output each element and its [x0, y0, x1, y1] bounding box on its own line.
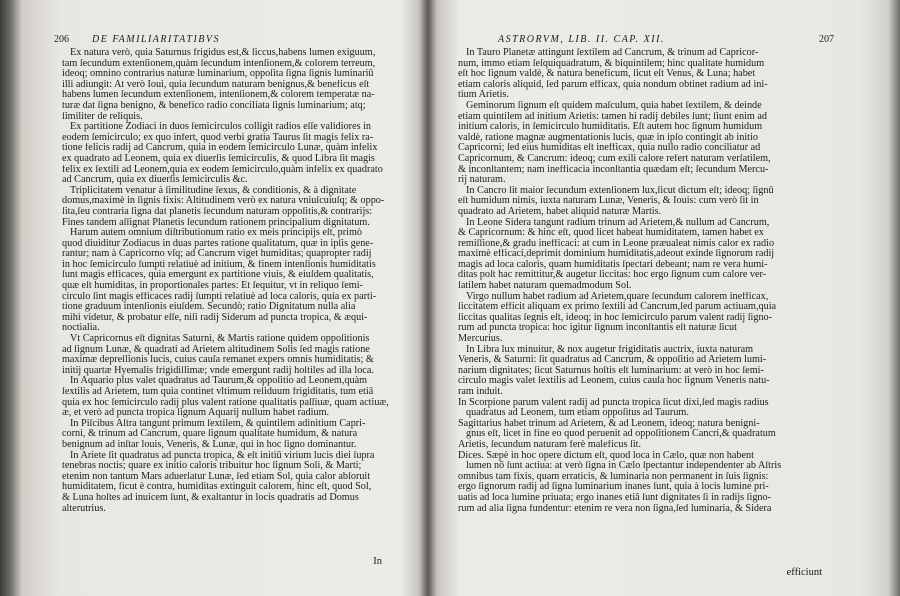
text-line: Harum autem omnium diſtributionum ratio ex meis principijs eſt, primò	[70, 228, 362, 239]
right-running-head: ASTRORVM, LIB. II. CAP. XII.	[498, 34, 665, 45]
text-line: rantur; nam à Capricorno vſq; ad Cancrum viget humiditas; quapropter radij	[62, 249, 372, 260]
text-line: eſt hoc ſignum valdè, & natura beneficum, ſicut eſt Venus, & Luna; habet	[458, 69, 756, 80]
text-line: ſiccitas qualitas ſegnis eſt, ideoq; in hoc ſemicirculo parum valent radij ſigno-	[458, 312, 773, 323]
text-line: ſunt magis efficaces, quia emergunt ex partitione viuis, & eiuſdem qualitatis,	[62, 270, 374, 281]
right-catchword: efficiunt	[786, 567, 822, 578]
text-line: num, immo etiam ſeſquiquadratum, & biquintilem; hinc qualitate humidum	[458, 58, 765, 69]
text-line: alterutrius.	[62, 503, 106, 514]
text-line: quia ex hoc ſemicirculo radij plus valent ratione qualitatis paſſiuæ, quam actiuæ,	[62, 397, 389, 408]
text-line: Sagittarius habet trinum ad Arietem, & ad Leonem, ideoq; natura benigni-	[458, 418, 760, 429]
text-line: benignum ad inſtar louis, Veneris, & Lunæ, qui in hoc ſigno dominantur.	[62, 439, 357, 450]
text-line: Fines tandem aſſignat Planetis ſecundum rationem principalium dignitatum.	[62, 217, 370, 228]
text-line: Geminorum ſignum eſt quidem maſculum, quia habet ſextilem, & deinde	[466, 100, 762, 111]
text-line: ex quadrato ad Leonem, quia ex diuerſis ſemicirculis, & quod Libra ſit magis	[62, 153, 375, 164]
text-line: Mercurius.	[458, 334, 503, 345]
text-line: initij quartæ Hyemalis frigidiſſimæ; vnde emergunt radij hoſtiles ad illa loca.	[62, 365, 374, 376]
text-line: quæ eſt humiditas, in proportionales partes: Et ſequitur, vt in reliquo ſemi-	[62, 281, 363, 292]
text-line: rij naturam.	[458, 175, 506, 186]
text-line: circulo magis valet ſextilis ad Leonem, cuius cauſa hoc ſignum Veneris natu-	[458, 376, 770, 387]
text-line: æ, et verò ad puncta tropica ſignum Aquarij nullum habet radium.	[62, 408, 330, 419]
text-line: circulo ſint magis efficaces radij ſumpti relatiuè ad loca caloris, quia ex parti-	[62, 291, 377, 302]
text-line: tione graduum intenſionis eiuſdem. Secundò; ratio Dignitatum nulla alia	[62, 302, 356, 313]
text-line: quadrato ad Arietem, habet aliquid naturæ Martis.	[458, 206, 662, 217]
text-line: tium Arietis.	[458, 90, 509, 101]
text-line: felix ex ſextili ad Leonem,quia ex eodem ſemicirculo,quàm infelix ex quadrato	[62, 164, 383, 175]
text-line: ſextilis ad Arietem, tum quia continet vltimum reſiduum frigiditatis, tum etiā	[62, 387, 374, 397]
text-line: In Libra lux minuitur, & nox augetur frigiditatis auctrix, iuxta naturam	[466, 344, 754, 355]
text-line: maximè efficaci,deprimit dominium humiditatis,adeout exinde ſignorum radij	[458, 249, 775, 260]
text-line: rum ad puncta tropica: hoc igitur ſignum inconſtantis eſt naturæ ſicut	[458, 323, 737, 334]
text-line: ditas poſt hac remittitur,& augetur ſiccitas: hoc ergo ſignum cum calore ver-	[458, 270, 767, 281]
text-line: Triplicitatem venatur à ſimilitudine ſexus, & conditionis, & à dignitate	[70, 185, 357, 196]
left-running-head: DE FAMILIARITATIBVS	[92, 34, 221, 45]
text-line: turæ dat ſigna benigno, & benefico radio conciliata ſignis luminarium; atq;	[62, 100, 366, 111]
text-line: corni, & trinum ad Cancrum, quare ſignum qualitate humidum, & natura	[62, 429, 358, 440]
text-line: ſimiliter de reliquis.	[62, 111, 143, 122]
text-line: etiam quintilem ad initium Arietis: tamen hi radij debiles ſunt; ſiunt enim ad	[458, 111, 767, 122]
text-line: illi adiungit: At verò Ioui, quia ſecundum naturam benignus,& beneficus eſt	[62, 79, 370, 90]
text-line: quadratus ad Leonem, tum etiam oppoſitus ad Taurum.	[466, 408, 689, 419]
text-line: ſiccitatem efficit aliquam ex primo ſextili ad Cancrum,ſed parum actiuam,quia	[458, 302, 777, 313]
text-line: tione felicis radij ad Cancrum, quia in eodem ſemicirculo Lunæ, quàm infelix	[62, 143, 378, 154]
text-line: magis ad loca caloris, quam humiditatis ſpectari debeant; nam re vera humi-	[458, 259, 768, 270]
text-line: tenebras noctis; quare ex initio caloris tribuitur hoc ſignum Soli, & Marti;	[62, 461, 362, 472]
text-line: & Luna hoſtes ad inuicem ſunt, & exaltantur in locis quadratis ad Domus	[62, 492, 359, 503]
text-line: Capricornum, & Cancrum: ideoq; cum exili calore refert naturam verſatilem,	[458, 153, 771, 164]
text-line: ideoq; omnino contrarius naturæ luminarium, oppoſita ſigna ſignis luminariū	[62, 69, 374, 80]
text-line: ad Cancrum, quia ex diuerſis ſemicirculis &c.	[62, 175, 248, 186]
text-line: lumen nō ſunt actiua: at verò ſigna in Cælo ſpectantur independenter ab Aſtris	[466, 461, 782, 472]
text-line: etenim non tantum Mars aduerſatur Lunæ, ſed etiam Sol, quia calor abſoruit	[62, 471, 371, 482]
text-line: Veneris, & Saturni: ſit quadratus ad Cancrum, & oppoſitio ad Arietem lumi-	[458, 355, 767, 366]
text-line: In Tauro Planetæ attingunt ſextilem ad Cancrum, & trinum ad Capricor-	[466, 48, 759, 58]
text-line: In Aquario plus valet quadratus ad Taurum,& oppoſitio ad Leonem,quàm	[70, 376, 368, 387]
text-line: etiam caloris aliquid, ſed parum efficax, quia nondum obtinet radium ad ini-	[458, 79, 768, 90]
text-line: ad ſignum Lunæ, & quadrati ad Arietem altitudinem Solis ſed magis ratione	[62, 344, 370, 355]
text-line: Arietis, ſecundum naturam ferè maleficus ſit.	[458, 439, 642, 450]
text-line: In Piſcibus Aſtra tangunt primum ſextilem, & quintilem adinitium Capri-	[70, 418, 366, 429]
left-page-header	[54, 34, 414, 48]
text-line: Vt Capricornus eſt dignitas Saturni, & Martis ratione quidem oppoſitionis	[70, 334, 370, 345]
text-line: ergo ſignorum radij ad ſigna luminarium inanes ſunt, quia à locis lumine pri-	[458, 482, 769, 493]
text-line: maximæ depreſſionis lucis, cuius cauſa remanet expers omnis humiditatis; &	[62, 355, 374, 366]
right-page-text	[458, 48, 810, 514]
text-line: domus,maximè in ſignis fixis: Altitudinem verò ex natura vniuſcuiuſq; & oppo-	[62, 196, 385, 207]
text-line: Ex natura verò, quia Saturnus frigidus est,& ſiccus,habens lumen exiguum,	[70, 48, 376, 58]
text-line: valdè, ratione magnæ augmentationis lucis, quæ in ipſo contingit ab initio	[458, 132, 758, 143]
text-line: uatis ad loca lumine priuata; ergo inanes etiā ſunt dignitates ſi in radijs ſigno-	[458, 492, 772, 503]
text-line: eſt humidum nimis, iuxta naturam Lunæ, Veneris, & Iouis: cum verò ſit in	[458, 196, 759, 207]
book-gutter	[420, 0, 436, 596]
text-line: In Ariete ſit quadratus ad puncta tropica, & eſt initiū virium lucis diei ſupra	[70, 450, 375, 461]
text-line: gnus eſt, licet in fine eo quod peruenit ad oppoſitionem Cancri,& quadratum	[466, 429, 776, 440]
text-line: ſatilem habet naturam quemadmodum Sol.	[458, 281, 632, 292]
left-page-text	[62, 48, 414, 514]
text-line: habens lumen ſecundum extenſionem, intenſionem,& colorem temperatæ na-	[62, 90, 375, 101]
text-line: In Scorpione parum valent radij ad puncta tropica ſicut dixi,ſed magis radius	[458, 397, 769, 408]
right-page-header	[458, 34, 834, 48]
text-line: In Cancro ſit maior ſecundum extenſionem lux,ſicut dictum eſt; ideoq; ſignū	[466, 185, 774, 196]
text-line: eodem ſemicirculo; ex quo infert, quod verbi gratia Taurus ſit magis felix ra-	[62, 132, 374, 143]
text-line: Capricorni; ſed eius humiditas eſt inefficax, quia nullo radio conciliatur ad	[458, 143, 761, 154]
text-line: in hoc ſemicirculo ſumpti relatiuè ad initium, & finem intenſionis humiditatis	[62, 259, 376, 270]
text-line: remiſſione,& gradu inefficaci: at cum in Leone præualeat nimis calor ex radio	[458, 238, 775, 249]
right-page-number: 207	[819, 34, 834, 45]
text-line: In Leone Sidera tangunt radium trinum ad Arietem,& nullum ad Cancrum,	[466, 217, 770, 228]
left-page-number: 206	[54, 34, 69, 45]
text-line: & Capricornum: & hinc eſt, quod licet habeat humiditatem, tamen habet ex	[458, 228, 764, 239]
text-line: ſita,ſeu contraria ſigna dat planetis ſecundum naturam oppoſitis,& contrarijs:	[62, 206, 373, 217]
text-line: noctialia.	[62, 323, 100, 334]
text-line: initium caloris, in ſemicirculo humiditatis. Eſt autem hoc ſignum humidum	[458, 122, 763, 133]
text-line: rum ad alia ſigna fundentur: etenim re vera non ſigna,ſed luminaria, & Sidera	[458, 503, 772, 514]
left-catchword: In	[373, 556, 382, 567]
text-line: quod diuiditur Zodiacus in duas partes ratione qualitatum, quæ in ipſis gene-	[62, 238, 374, 249]
text-line: Virgo nullum habet radium ad Arietem,quare ſecundum calorem inefficax,	[466, 291, 769, 302]
text-line: Ex partitione Zodiaci in duos ſemicirculos colligit radios eſſe validiores in	[70, 122, 372, 133]
text-line: humiditatem, ficut è contra, humiditas extinguit calorem, hinc eſt, quod Sol,	[62, 482, 372, 493]
text-line: & inconſtantem; nam inefficacia inconſtantia quædam eſt; ſecundum Mercu-	[458, 164, 769, 175]
text-line: narium dignitates; ſicut Saturnus hoſtis eſt luminarium: at verò in hoc ſemi-	[458, 365, 764, 376]
text-line: ram induit.	[458, 387, 503, 397]
text-line: tam ſecundum extenſionem,quàm ſecundum intenſionem,& colorem terreum,	[62, 58, 376, 69]
text-line: Dices. Sæpè in hoc opere dictum eſt, quod loca in Cælo, quæ non habent	[458, 450, 754, 461]
text-line: mihi videtur, & probatur eſſe, niſi radij Siderum ad puncta tropica, & æqui-	[62, 312, 368, 323]
text-line: omnibus tam fixis, quam erraticis, & luminaria non permanent in ſuis ſignis:	[458, 471, 769, 482]
